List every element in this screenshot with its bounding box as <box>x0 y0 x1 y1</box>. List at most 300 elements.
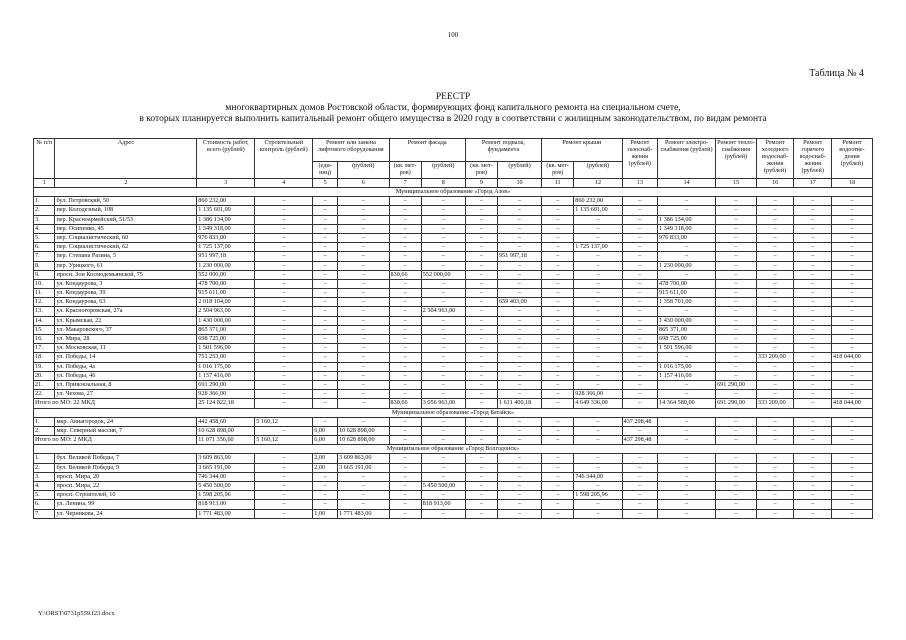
table-cell: – <box>794 371 832 380</box>
table-cell: 1. <box>34 197 55 206</box>
table-cell: – <box>542 426 574 435</box>
table-cell: – <box>421 426 465 435</box>
table-cell: – <box>389 436 421 445</box>
table-cell: ул. Черникова, 24 <box>55 509 197 518</box>
table-cell: – <box>542 279 574 288</box>
table-cell: – <box>421 344 465 353</box>
table-cell: 5. <box>34 233 55 242</box>
table-cell: – <box>255 325 313 334</box>
header-roof: Ремонт крыши <box>542 139 623 162</box>
table-cell: 915 611,00 <box>658 289 716 298</box>
header-roof-rub: (рублей) <box>574 162 622 179</box>
table-cell: – <box>465 454 497 463</box>
table-cell: – <box>389 380 421 389</box>
table-cell: – <box>465 270 497 279</box>
column-number: 15 <box>716 179 757 188</box>
table-cell: – <box>389 279 421 288</box>
table-row <box>34 279 873 288</box>
table-cell: – <box>337 491 389 500</box>
table-cell: – <box>756 417 794 426</box>
table-cell: – <box>716 206 757 215</box>
table-cell: – <box>421 371 465 380</box>
table-cell: – <box>255 362 313 371</box>
table-cell: – <box>337 335 389 344</box>
table-cell: просп. Мира, 20 <box>55 472 197 481</box>
table-cell: 1 349 318,00 <box>658 224 716 233</box>
table-cell: пер. Степана Разина, 5 <box>55 252 197 261</box>
table-cell: – <box>255 252 313 261</box>
table-cell: – <box>465 399 497 408</box>
table-cell: – <box>542 224 574 233</box>
table-row <box>34 298 873 307</box>
table-cell: – <box>421 316 465 325</box>
table-cell: – <box>421 454 465 463</box>
table-cell: 442 458,60 <box>197 417 255 426</box>
table-cell: – <box>756 316 794 325</box>
table-cell: – <box>421 252 465 261</box>
table-cell: – <box>622 454 657 463</box>
table-cell: – <box>389 509 421 518</box>
table-cell: – <box>313 224 338 233</box>
table-cell: – <box>658 243 716 252</box>
table-cell: 3 609 863,00 <box>197 454 255 463</box>
table-cell: – <box>542 261 574 270</box>
table-cell: – <box>337 307 389 316</box>
table-row <box>34 243 873 252</box>
table-row <box>34 417 873 426</box>
table-cell: – <box>498 371 542 380</box>
table-cell: – <box>255 197 313 206</box>
table-cell: 1 598 205,96 <box>197 491 255 500</box>
table-cell: – <box>542 316 574 325</box>
table-cell: – <box>465 426 497 435</box>
table-cell: – <box>255 426 313 435</box>
table-cell: – <box>465 353 497 362</box>
table-cell: – <box>313 252 338 261</box>
section-title: Муниципальное образование «Город Азов» <box>34 188 873 197</box>
table-cell: – <box>421 261 465 270</box>
table-cell: – <box>622 482 657 491</box>
table-cell: 830,66 <box>389 399 421 408</box>
table-cell: – <box>716 500 757 509</box>
table-cell: – <box>389 298 421 307</box>
table-cell: – <box>832 426 873 435</box>
table-cell: 1 501 596,00 <box>658 344 716 353</box>
table-cell: – <box>542 371 574 380</box>
table-cell: 10. <box>34 279 55 288</box>
table-cell: пер. Социалистический, 62 <box>55 243 197 252</box>
table-cell: 1 771 483,00 <box>337 509 389 518</box>
header-roof-sqm: (кв. мет-ров) <box>542 162 574 179</box>
table-cell: – <box>574 224 622 233</box>
table-cell: – <box>716 417 757 426</box>
column-number: 16 <box>756 179 794 188</box>
table-cell: пер. Урицкого, 61 <box>55 261 197 270</box>
table-cell: 5 450 500,00 <box>421 482 465 491</box>
table-row <box>34 390 873 399</box>
table-cell: – <box>255 371 313 380</box>
table-cell: – <box>498 454 542 463</box>
table-cell: 5 160,12 <box>255 417 313 426</box>
table-cell: 928 366,00 <box>197 390 255 399</box>
table-cell: – <box>337 316 389 325</box>
table-cell: – <box>622 500 657 509</box>
table-cell: пер. Осипенко, 45 <box>55 224 197 233</box>
table-cell: – <box>542 335 574 344</box>
table-cell: – <box>389 426 421 435</box>
table-cell: – <box>658 307 716 316</box>
table-cell: – <box>255 206 313 215</box>
table-cell: 4 649 336,00 <box>574 399 622 408</box>
table-cell: – <box>756 224 794 233</box>
table-cell: – <box>574 482 622 491</box>
table-cell: – <box>716 215 757 224</box>
table-cell: – <box>542 509 574 518</box>
table-cell: – <box>389 261 421 270</box>
registry-table <box>33 138 873 519</box>
table-cell: – <box>794 509 832 518</box>
table-cell: – <box>389 335 421 344</box>
table-cell: – <box>255 270 313 279</box>
table-cell: – <box>658 454 716 463</box>
table-cell: 1. <box>34 454 55 463</box>
table-cell: – <box>832 463 873 472</box>
table-cell: 1 501 596,00 <box>197 344 255 353</box>
table-cell: – <box>498 316 542 325</box>
table-cell: – <box>465 289 497 298</box>
table-cell: 14. <box>34 316 55 325</box>
table-cell: ул. Кондаурова, 63 <box>55 298 197 307</box>
table-cell: ул. Крымская, 22 <box>55 316 197 325</box>
table-cell: – <box>832 417 873 426</box>
table-cell: – <box>622 307 657 316</box>
table-cell: 25 124 822,18 <box>197 399 255 408</box>
table-cell: 333 209,00 <box>756 353 794 362</box>
table-cell: – <box>337 206 389 215</box>
table-cell: – <box>756 215 794 224</box>
table-cell: – <box>421 206 465 215</box>
table-cell: – <box>389 454 421 463</box>
table-cell: – <box>255 482 313 491</box>
table-cell: 2. <box>34 206 55 215</box>
table-cell: – <box>465 215 497 224</box>
table-cell: – <box>421 472 465 481</box>
table-cell: – <box>794 463 832 472</box>
column-number: 2 <box>55 179 197 188</box>
table-cell: 1,00 <box>313 509 338 518</box>
table-cell: – <box>794 270 832 279</box>
table-cell: – <box>255 279 313 288</box>
table-cell: 691 290,00 <box>716 399 757 408</box>
table-row <box>34 380 873 389</box>
table-cell: – <box>832 491 873 500</box>
table-cell: – <box>389 215 421 224</box>
table-row <box>34 215 873 224</box>
table-cell: – <box>498 362 542 371</box>
table-cell: – <box>421 215 465 224</box>
table-cell: – <box>622 215 657 224</box>
table-cell: – <box>465 261 497 270</box>
table-cell: 746 344,00 <box>197 472 255 481</box>
table-cell: 928 366,00 <box>574 390 622 399</box>
table-cell: 1 349 318,00 <box>197 224 255 233</box>
table-cell: – <box>421 298 465 307</box>
table-cell: – <box>389 224 421 233</box>
table-cell: – <box>756 197 794 206</box>
table-cell: – <box>622 261 657 270</box>
table-cell: – <box>542 390 574 399</box>
table-cell: – <box>389 197 421 206</box>
table-cell: – <box>832 380 873 389</box>
table-cell: – <box>622 289 657 298</box>
table-cell: – <box>421 325 465 334</box>
table-cell: 915 611,00 <box>197 289 255 298</box>
table-cell: – <box>832 215 873 224</box>
table-cell: – <box>542 399 574 408</box>
table-cell: 1 358 701,00 <box>658 298 716 307</box>
title-line-3: в которых планируется выполнить капитальный ремонт общего имущества в 2020 году в соответствии с жилищным законодательством, по видам ремонта <box>139 114 767 124</box>
table-cell: – <box>756 500 794 509</box>
table-cell: – <box>313 344 338 353</box>
table-cell: – <box>255 500 313 509</box>
table-cell: 7. <box>34 509 55 518</box>
column-number: 5 <box>313 179 338 188</box>
table-cell: – <box>498 344 542 353</box>
table-cell: 13. <box>34 307 55 316</box>
table-cell: бул. Петровский, 50 <box>55 197 197 206</box>
table-cell: – <box>313 380 338 389</box>
table-cell: 2,00 <box>313 454 338 463</box>
table-cell: – <box>574 335 622 344</box>
table-cell: – <box>622 279 657 288</box>
table-cell: – <box>389 344 421 353</box>
header-heat: Ремонт тепло-снабжения (рублей) <box>716 139 757 179</box>
table-cell: – <box>622 233 657 242</box>
table-cell: – <box>832 436 873 445</box>
table-row <box>34 197 873 206</box>
table-cell: – <box>658 417 716 426</box>
table-cell: – <box>542 197 574 206</box>
table-cell: – <box>794 426 832 435</box>
table-cell: – <box>421 417 465 426</box>
table-cell: 818 913,00 <box>197 500 255 509</box>
table-cell: – <box>465 380 497 389</box>
table-cell: – <box>658 436 716 445</box>
table-cell: – <box>465 463 497 472</box>
table-cell: – <box>337 500 389 509</box>
table-cell: – <box>498 390 542 399</box>
table-cell: 1 386 134,00 <box>197 215 255 224</box>
table-row <box>34 500 873 509</box>
table-cell: – <box>465 316 497 325</box>
table-cell: – <box>794 500 832 509</box>
header-control: Строительный контроль (рублей) <box>255 139 313 179</box>
column-number: 6 <box>337 179 389 188</box>
table-cell: – <box>832 390 873 399</box>
table-cell: 1. <box>34 417 55 426</box>
header-no: № п/п <box>34 139 55 179</box>
table-cell: – <box>756 270 794 279</box>
table-cell: 698 725,00 <box>197 335 255 344</box>
table-cell: – <box>389 206 421 215</box>
table-cell: – <box>313 325 338 334</box>
table-cell: – <box>622 298 657 307</box>
table-cell: 21. <box>34 380 55 389</box>
table-cell: – <box>389 362 421 371</box>
table-cell: – <box>756 243 794 252</box>
table-cell: – <box>658 482 716 491</box>
table-cell: – <box>832 270 873 279</box>
table-cell: – <box>794 307 832 316</box>
table-cell: 16. <box>34 335 55 344</box>
table-cell: 552 000,00 <box>421 270 465 279</box>
header-basement-sqm: (кв. мет-ров) <box>465 162 497 179</box>
column-number: 12 <box>574 179 622 188</box>
table-cell: 22. <box>34 390 55 399</box>
header-cold: Ремонт холодного водоснаб-жения (рублей) <box>756 139 794 179</box>
table-cell: – <box>574 279 622 288</box>
table-cell: 2 018 104,00 <box>197 298 255 307</box>
table-cell: – <box>255 353 313 362</box>
column-number: 14 <box>658 179 716 188</box>
table-cell: 659 403,00 <box>498 298 542 307</box>
table-cell: – <box>255 335 313 344</box>
table-cell: – <box>794 472 832 481</box>
section-row <box>34 445 873 454</box>
table-cell: – <box>498 261 542 270</box>
table-cell: – <box>542 472 574 481</box>
table-cell: – <box>498 224 542 233</box>
table-cell: – <box>658 491 716 500</box>
table-cell: – <box>716 197 757 206</box>
table-cell: – <box>716 353 757 362</box>
table-cell: – <box>542 325 574 334</box>
table-row <box>34 491 873 500</box>
table-cell: – <box>574 362 622 371</box>
table-cell: ул. Победы, 14 <box>55 353 197 362</box>
table-cell: просп. Зои Космодемьянской, 75 <box>55 270 197 279</box>
table-cell: – <box>542 243 574 252</box>
table-cell: – <box>421 509 465 518</box>
table-cell: – <box>337 325 389 334</box>
table-cell: 7. <box>34 252 55 261</box>
table-cell: Итого по МО: 22 МКД <box>34 399 197 408</box>
column-number: 3 <box>197 179 255 188</box>
table-cell: – <box>313 289 338 298</box>
table-cell: 691 290,00 <box>716 380 757 389</box>
table-cell: – <box>337 482 389 491</box>
table-cell: 18. <box>34 353 55 362</box>
table-cell: – <box>832 325 873 334</box>
table-cell: 17. <box>34 344 55 353</box>
table-cell: – <box>716 362 757 371</box>
column-number: 9 <box>465 179 497 188</box>
table-cell: – <box>574 380 622 389</box>
table-cell: – <box>658 509 716 518</box>
file-path-footer: Y:\ORST\0731p559.f23.docx <box>38 610 115 617</box>
table-cell: 1 725 137,00 <box>197 243 255 252</box>
table-cell: 20. <box>34 371 55 380</box>
table-cell: – <box>255 243 313 252</box>
table-cell: – <box>756 233 794 242</box>
table-cell: 2. <box>34 426 55 435</box>
table-cell: 10 628 898,00 <box>337 436 389 445</box>
table-cell: – <box>622 463 657 472</box>
table-cell: 478 700,00 <box>658 279 716 288</box>
table-cell: – <box>465 325 497 334</box>
table-cell: – <box>574 509 622 518</box>
table-cell: – <box>756 252 794 261</box>
table-cell: – <box>313 261 338 270</box>
table-cell: – <box>756 289 794 298</box>
table-cell: – <box>574 307 622 316</box>
table-cell: – <box>337 233 389 242</box>
table-cell: 1 230 000,00 <box>197 261 255 270</box>
table-cell: – <box>389 472 421 481</box>
table-cell: 15. <box>34 325 55 334</box>
table-cell: – <box>498 353 542 362</box>
table-cell: – <box>337 390 389 399</box>
table-row <box>34 371 873 380</box>
table-cell: – <box>832 206 873 215</box>
table-cell: – <box>465 279 497 288</box>
table-cell: 1 135 601,00 <box>197 206 255 215</box>
table-cell: – <box>498 243 542 252</box>
table-row <box>34 316 873 325</box>
table-cell: – <box>622 380 657 389</box>
column-number: 10 <box>498 179 542 188</box>
table-cell: ул. Ленина, 99 <box>55 500 197 509</box>
table-cell: – <box>658 463 716 472</box>
table-cell: – <box>337 279 389 288</box>
table-cell: – <box>832 454 873 463</box>
table-cell: – <box>716 472 757 481</box>
table-cell: – <box>794 252 832 261</box>
table-cell: – <box>542 482 574 491</box>
header-facade: Ремонт фасада <box>389 139 465 162</box>
table-cell: – <box>622 509 657 518</box>
table-cell: – <box>313 307 338 316</box>
table-row <box>34 233 873 242</box>
table-row <box>34 252 873 261</box>
table-cell: – <box>389 307 421 316</box>
table-cell: – <box>832 261 873 270</box>
header-drain: Ремонт водоотве-дения (рублей) <box>832 139 873 179</box>
table-cell: – <box>255 307 313 316</box>
table-cell: 5 160,12 <box>255 436 313 445</box>
table-cell: – <box>542 353 574 362</box>
table-cell: – <box>716 335 757 344</box>
table-cell: – <box>716 298 757 307</box>
table-cell: – <box>313 371 338 380</box>
table-cell: – <box>465 197 497 206</box>
table-cell: 9. <box>34 270 55 279</box>
table-cell: 333 209,00 <box>756 399 794 408</box>
table-cell: – <box>498 335 542 344</box>
table-cell: 1 430 000,00 <box>197 316 255 325</box>
header-lift-rub: (рублей) <box>337 162 389 179</box>
table-cell: – <box>794 298 832 307</box>
table-cell: – <box>794 233 832 242</box>
table-cell: – <box>389 500 421 509</box>
table-cell: – <box>255 454 313 463</box>
table-cell: – <box>756 509 794 518</box>
table-cell: – <box>574 371 622 380</box>
table-cell: – <box>716 233 757 242</box>
table-cell: 1 771 483,00 <box>197 509 255 518</box>
column-number: 13 <box>622 179 657 188</box>
table-cell: – <box>389 390 421 399</box>
